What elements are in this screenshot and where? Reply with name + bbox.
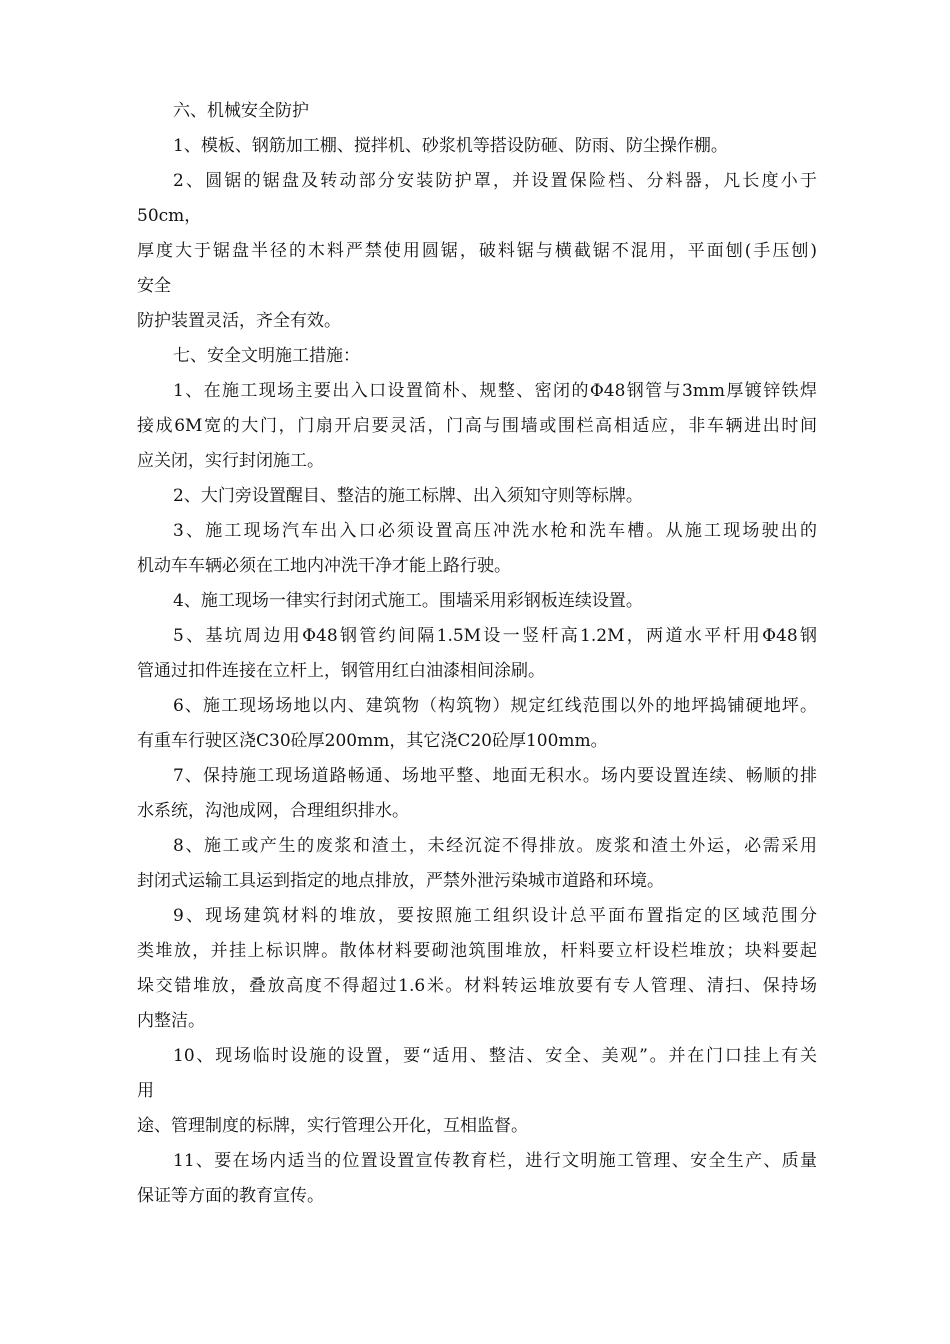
paragraph-line: 内整洁。	[137, 1011, 205, 1031]
paragraph-line: 1、在施工现场主要出入口设置简朴、规整、密闭的Φ48钢管与3mm厚镀锌铁焊	[173, 381, 817, 401]
paragraph-line: 9、现场建筑材料的堆放，要按照施工组织设计总平面布置指定的区域范围分	[173, 906, 817, 926]
paragraph-line: 水系统，沟池成网，合理组织排水。	[137, 801, 409, 821]
paragraph-line: 垛交错堆放，叠放高度不得超过1.6米。材料转运堆放要有专人管理、清扫、保持场	[137, 976, 817, 996]
paragraph-line: 途、管理制度的标牌，实行管理公开化，互相监督。	[137, 1116, 528, 1136]
paragraph-line: 7、保持施工现场道路畅通、场地平整、地面无积水。场内要设置连续、畅顺的排	[173, 766, 817, 786]
paragraph-line: 10、现场临时设施的设置，要“适用、整洁、安全、美观”。并在门口挂上有关	[173, 1046, 817, 1066]
paragraph-line: 50cm，	[137, 206, 202, 226]
paragraph-line: 安全	[137, 276, 171, 296]
paragraph-line: 封闭式运输工具运到指定的地点排放，严禁外泄污染城市道路和环境。	[137, 871, 664, 891]
paragraph-line: 6、施工现场场地以内、建筑物（构筑物）规定红线范围以外的地坪捣铺硬地坪。	[173, 696, 817, 716]
paragraph-line: 有重车行驶区浇C30砼厚200mm，其它浇C20砼厚100mm。	[137, 731, 608, 751]
section-heading-machinery-safety: 六、机械安全防护	[173, 101, 309, 121]
paragraph-line: 11、要在场内适当的位置设置宣传教育栏，进行文明施工管理、安全生产、质量	[173, 1151, 817, 1171]
paragraph-line: 类堆放，并挂上标识牌。散体材料要砌池筑围堆放，杆料要立杆设栏堆放；块料要起	[137, 941, 817, 961]
paragraph-line: 4、施工现场一律实行封闭式施工。围墙采用彩钢板连续设置。	[173, 591, 643, 611]
paragraph-line: 1、模板、钢筋加工棚、搅拌机、砂浆机等搭设防砸、防雨、防尘操作棚。	[173, 136, 728, 156]
paragraph-line: 机动车车辆必须在工地内冲洗干净才能上路行驶。	[137, 556, 511, 576]
paragraph-line: 应关闭，实行封闭施工。	[137, 451, 324, 471]
paragraph-line: 厚度大于锯盘半径的木料严禁使用圆锯，破料锯与横截锯不混用，平面刨(手压刨)	[137, 241, 817, 261]
paragraph-line: 用	[137, 1081, 154, 1101]
paragraph-line: 8、施工或产生的废浆和渣土，未经沉淀不得排放。废浆和渣土外运，必需采用	[173, 836, 817, 856]
paragraph-line: 接成6M宽的大门，门扇开启要灵活，门高与围墙或围栏高相适应，非车辆进出时间	[137, 416, 817, 436]
paragraph-line: 2、大门旁设置醒目、整洁的施工标牌、出入须知守则等标牌。	[173, 486, 643, 506]
paragraph-line: 2、圆锯的锯盘及转动部分安装防护罩，并设置保险档、分料器，凡长度小于	[173, 171, 817, 191]
paragraph-line: 管通过扣件连接在立杆上，钢管用红白油漆相间涂刷。	[137, 661, 545, 681]
document-body	[137, 94, 817, 1214]
paragraph-line: 保证等方面的教育宣传。	[137, 1186, 324, 1206]
section-heading-civilized-construction: 七、安全文明施工措施：	[173, 346, 360, 366]
paragraph-line: 5、基坑周边用Φ48钢管约间隔1.5M设一竖杆高1.2M，两道水平杆用Φ48钢	[173, 626, 817, 646]
paragraph-line: 防护装置灵活，齐全有效。	[137, 311, 341, 331]
paragraph-line: 3、施工现场汽车出入口必须设置高压冲洗水枪和洗车槽。从施工现场驶出的	[173, 521, 817, 541]
